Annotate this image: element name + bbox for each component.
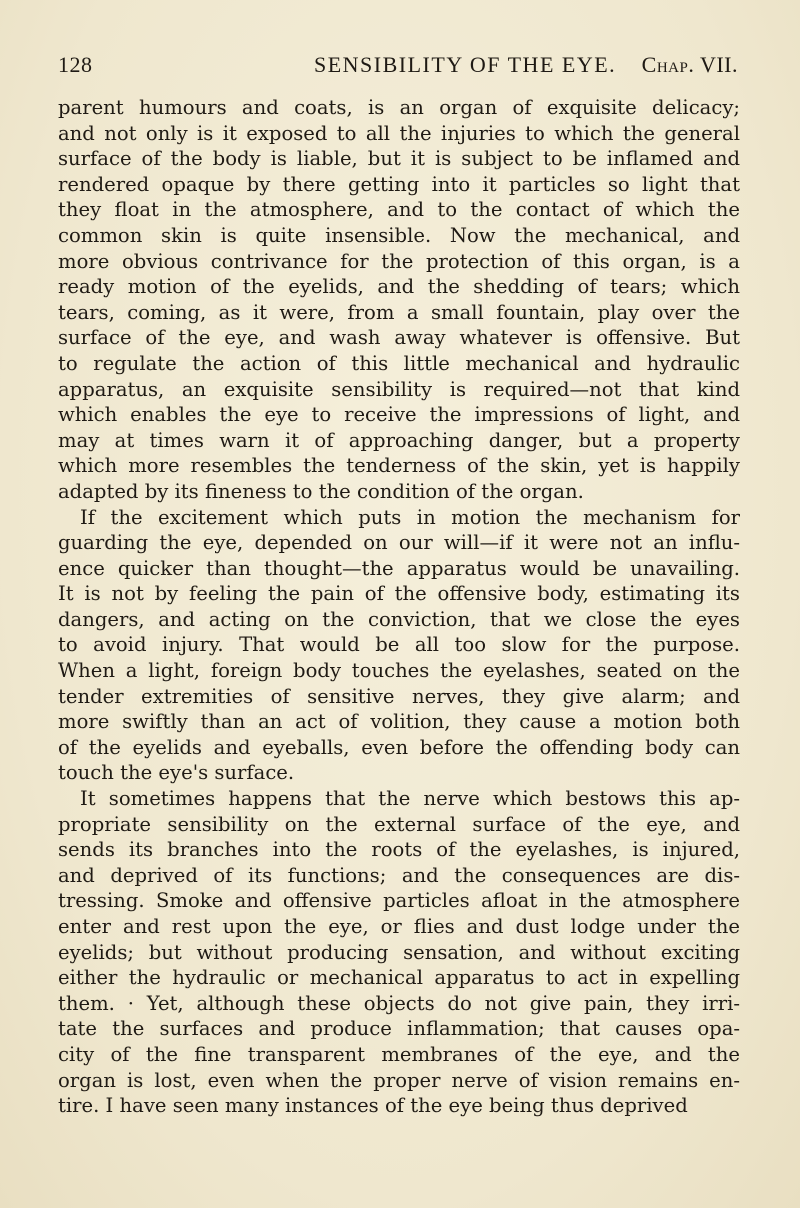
running-header xyxy=(58,52,738,82)
text-line: tender extremities of sensitive nerves, they give alarm; and xyxy=(58,684,740,708)
text-line: which more resembles the tenderness of the skin, yet is happily xyxy=(58,454,740,478)
text-line: ready motion of the eyelids, and the shedding of tears; which xyxy=(58,275,740,299)
body-text xyxy=(58,95,740,1119)
paragraph-3 xyxy=(58,786,740,1119)
text-line: and not only is it exposed to all the injuries to which the general xyxy=(58,121,740,145)
text-line: and deprived of its functions; and the consequences are dis- xyxy=(58,863,740,887)
text-line: When a light, foreign body touches the eyelashes, seated on the xyxy=(58,659,740,683)
text-line: ence quicker than thought—the apparatus would be unavailing. xyxy=(58,556,740,580)
text-line: adapted by its fineness to the condition of the organ. xyxy=(58,479,584,503)
text-line: to regulate the action of this little mechanical and hydraulic xyxy=(58,351,740,375)
text-line: tressing. Smoke and offensive particles afloat in the atmosphere xyxy=(58,889,740,913)
text-line: common skin is quite insensible. Now the mechanical, and xyxy=(58,223,740,247)
text-line: they float in the atmosphere, and to the contact of which the xyxy=(58,198,740,222)
text-line: tire. I have seen many instances of the eye being thus deprived xyxy=(58,1094,688,1118)
text-line: propriate sensibility on the external surface of the eye, and xyxy=(58,812,740,836)
text-line: them. · Yet, although these objects do not give pain, they irri- xyxy=(58,991,740,1015)
text-line: tears, coming, as it were, from a small fountain, play over the xyxy=(58,300,740,324)
paragraph-2 xyxy=(58,505,740,787)
running-title: SENSIBILITY OF THE EYE. xyxy=(314,52,617,77)
text-line: may at times warn it of approaching danger, but a property xyxy=(58,428,740,452)
chapter-label: Chap. VII. xyxy=(641,52,738,77)
text-line: more obvious contrivance for the protection of this organ, is a xyxy=(58,249,740,273)
text-line: touch the eye's surface. xyxy=(58,761,295,785)
text-line: If the excitement which puts in motion the mechanism for xyxy=(80,505,740,529)
text-line: apparatus, an exquisite sensibility is required—not that kind xyxy=(58,377,740,401)
text-line: It is not by feeling the pain of the offensive body, estimating its xyxy=(58,582,740,606)
text-line: city of the fine transparent membranes of the eye, and the xyxy=(58,1042,740,1066)
text-line: to avoid injury. That would be all too slow for the purpose. xyxy=(58,633,740,657)
text-line: either the hydraulic or mechanical apparatus to act in expelling xyxy=(58,966,740,990)
text-line: rendered opaque by there getting into it particles so light that xyxy=(58,172,740,196)
text-line: organ is lost, even when the proper nerve of vision remains en- xyxy=(58,1068,740,1092)
text-line: It sometimes happens that the nerve which bestows this ap- xyxy=(80,787,740,811)
page-number: 128 xyxy=(58,52,93,77)
text-line: of the eyelids and eyeballs, even before the offending body can xyxy=(58,735,740,759)
paragraph-1 xyxy=(58,95,740,505)
text-line: dangers, and acting on the conviction, that we close the eyes xyxy=(58,607,740,631)
text-line: more swiftly than an act of volition, they cause a motion both xyxy=(58,710,740,734)
text-line: sends its branches into the roots of the eyelashes, is injured, xyxy=(58,838,740,862)
text-line: surface of the body is liable, but it is subject to be inflamed and xyxy=(58,147,740,171)
text-line: surface of the eye, and wash away whatever is offensive. But xyxy=(58,326,740,350)
text-line: enter and rest upon the eye, or flies and dust lodge under the xyxy=(58,915,740,938)
text-line: guarding the eye, depended on our will—if it were not an influ- xyxy=(58,531,740,555)
text-line: which enables the eye to receive the impressions of light, and xyxy=(58,403,740,427)
text-line: eyelids; but without producing sensation, and without exciting xyxy=(58,940,740,964)
text-line: tate the surfaces and produce inflammation; that causes opa- xyxy=(58,1017,740,1041)
text-line: parent humours and coats, is an organ of exquisite delicacy; xyxy=(58,96,740,119)
